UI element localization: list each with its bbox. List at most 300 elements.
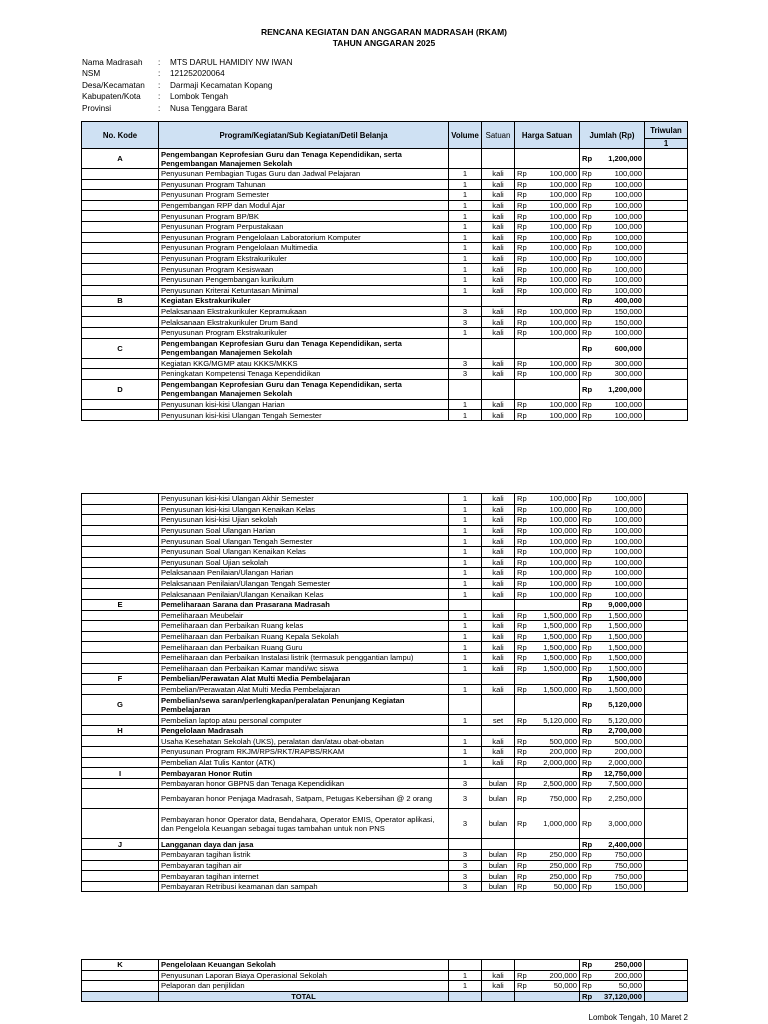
item-amount: 750,000 (596, 850, 645, 861)
rp-label: Rp (580, 695, 596, 715)
item-name: Pelaksanaan Ekstrakurikuler Kepramukaan (159, 306, 449, 317)
item-row (82, 736, 688, 747)
item-code (82, 369, 159, 380)
item-code (82, 970, 159, 981)
rp-label: Rp (580, 306, 596, 317)
item-price: 100,000 (531, 525, 580, 536)
item-amount: 1,500,000 (596, 610, 645, 621)
empty-cell (531, 960, 580, 971)
item-volume: 3 (449, 369, 482, 380)
item-row (82, 399, 688, 410)
triwulan-cell (645, 264, 688, 275)
item-unit: bulan (482, 778, 515, 789)
empty-cell (482, 674, 515, 685)
triwulan-cell (645, 504, 688, 515)
rp-label: Rp (515, 652, 531, 663)
item-unit: kali (482, 327, 515, 338)
item-amount: 500,000 (596, 736, 645, 747)
empty-cell (449, 296, 482, 307)
rp-label: Rp (515, 850, 531, 861)
item-code (82, 578, 159, 589)
empty-cell (515, 768, 531, 779)
rp-label: Rp (515, 243, 531, 254)
section-total: 12,750,000 (596, 768, 645, 779)
section-code: I (82, 768, 159, 779)
item-unit: set (482, 715, 515, 726)
triwulan-cell (645, 674, 688, 685)
item-unit: kali (482, 981, 515, 992)
item-unit: kali (482, 358, 515, 369)
item-unit: bulan (482, 860, 515, 871)
item-unit: kali (482, 243, 515, 254)
item-amount: 100,000 (596, 200, 645, 211)
rp-label: Rp (515, 515, 531, 526)
item-unit: kali (482, 536, 515, 547)
triwulan-cell (645, 642, 688, 653)
rp-label: Rp (580, 211, 596, 222)
empty-cell (515, 839, 531, 850)
triwulan-cell (645, 190, 688, 201)
rp-label: Rp (580, 839, 596, 850)
item-price: 50,000 (531, 981, 580, 992)
item-price: 100,000 (531, 589, 580, 600)
rp-label: Rp (515, 568, 531, 579)
empty-cell (449, 674, 482, 685)
item-unit: kali (482, 684, 515, 695)
item-row (82, 642, 688, 653)
section-name: Pengembangan Keprofesian Guru dan Tenaga Kependidikan, serta Pengembangan Manajemen Sekolah (159, 379, 449, 399)
rp-label: Rp (515, 981, 531, 992)
empty-cell (531, 149, 580, 169)
item-name: Pelaporan dan penjilidan (159, 981, 449, 992)
item-code (82, 358, 159, 369)
item-unit: kali (482, 736, 515, 747)
triwulan-cell (645, 338, 688, 358)
item-unit: kali (482, 504, 515, 515)
item-row (82, 169, 688, 180)
empty-cell (531, 725, 580, 736)
rp-label: Rp (515, 715, 531, 726)
rp-label: Rp (580, 253, 596, 264)
triwulan-cell (645, 850, 688, 861)
triwulan-cell (645, 358, 688, 369)
triwulan-cell (645, 253, 688, 264)
item-amount: 150,000 (596, 317, 645, 328)
item-amount: 200,000 (596, 747, 645, 758)
section-total: 1,200,000 (596, 379, 645, 399)
item-name: Penyusunan kisi-kisi Ulangan Tengah Semester (159, 410, 449, 421)
rp-label: Rp (515, 211, 531, 222)
item-volume: 1 (449, 568, 482, 579)
rp-label: Rp (515, 881, 531, 892)
rp-label: Rp (580, 599, 596, 610)
item-volume: 1 (449, 399, 482, 410)
rp-label: Rp (580, 264, 596, 275)
item-row (82, 546, 688, 557)
empty-cell (515, 296, 531, 307)
rp-label: Rp (580, 221, 596, 232)
school-info (82, 57, 293, 114)
item-name: Penyusunan Program Kesiswaan (159, 264, 449, 275)
item-code (82, 663, 159, 674)
rp-label: Rp (515, 736, 531, 747)
rp-label: Rp (580, 610, 596, 621)
triwulan-cell (645, 778, 688, 789)
item-amount: 100,000 (596, 264, 645, 275)
item-volume: 1 (449, 736, 482, 747)
triwulan-cell (645, 789, 688, 809)
item-row (82, 232, 688, 243)
item-volume: 1 (449, 621, 482, 632)
item-row (82, 970, 688, 981)
triwulan-cell (645, 589, 688, 600)
empty-cell (482, 768, 515, 779)
triwulan-cell (645, 881, 688, 892)
item-amount: 300,000 (596, 369, 645, 380)
item-amount: 100,000 (596, 504, 645, 515)
rp-label: Rp (515, 860, 531, 871)
item-name: Pemeliharaan dan Perbaikan Ruang kelas (159, 621, 449, 632)
item-price: 100,000 (531, 494, 580, 505)
item-row (82, 504, 688, 515)
item-unit: kali (482, 285, 515, 296)
rp-label: Rp (515, 494, 531, 505)
item-volume: 1 (449, 221, 482, 232)
item-volume: 1 (449, 253, 482, 264)
rp-label: Rp (515, 358, 531, 369)
total-empty (645, 991, 688, 1002)
item-name: Usaha Kesehatan Sekolah (UKS), peralatan dan/atau obat-obatan (159, 736, 449, 747)
item-volume: 1 (449, 264, 482, 275)
item-volume: 1 (449, 504, 482, 515)
item-code (82, 546, 159, 557)
section-row (82, 674, 688, 685)
triwulan-cell (645, 243, 688, 254)
item-code (82, 494, 159, 505)
item-amount: 2,000,000 (596, 757, 645, 768)
rp-label: Rp (580, 296, 596, 307)
item-row (82, 589, 688, 600)
rp-label: Rp (515, 504, 531, 515)
section-total: 1,500,000 (596, 674, 645, 685)
item-code (82, 200, 159, 211)
item-code (82, 504, 159, 515)
section-name: Pembelian/sewa saran/perlengkapan/peralatan Penunjang Kegiatan Pembelajaran (159, 695, 449, 715)
item-volume: 3 (449, 850, 482, 861)
item-amount: 100,000 (596, 274, 645, 285)
triwulan-cell (645, 970, 688, 981)
item-code (82, 589, 159, 600)
item-amount: 300,000 (596, 358, 645, 369)
item-volume: 1 (449, 274, 482, 285)
rp-label: Rp (580, 960, 596, 971)
empty-cell (531, 768, 580, 779)
item-row (82, 274, 688, 285)
info-row (82, 68, 293, 79)
item-price: 1,000,000 (531, 809, 580, 839)
header-triwulan: Triwulan (645, 122, 688, 139)
item-price: 100,000 (531, 327, 580, 338)
item-code (82, 631, 159, 642)
triwulan-cell (645, 809, 688, 839)
item-name: Pembayaran Retribusi keamanan dan sampah (159, 881, 449, 892)
item-row (82, 610, 688, 621)
header-program: Program/Kegiatan/Sub Kegiatan/Detil Belanja (159, 122, 449, 149)
item-price: 100,000 (531, 306, 580, 317)
item-price: 750,000 (531, 789, 580, 809)
item-volume: 1 (449, 536, 482, 547)
item-row (82, 860, 688, 871)
rp-label: Rp (515, 232, 531, 243)
triwulan-cell (645, 179, 688, 190)
item-row (82, 809, 688, 839)
item-unit: kali (482, 621, 515, 632)
item-volume: 1 (449, 546, 482, 557)
section-name: Pengelolaan Madrasah (159, 725, 449, 736)
rp-label: Rp (580, 285, 596, 296)
rp-label: Rp (580, 684, 596, 695)
empty-cell (482, 695, 515, 715)
total-label: TOTAL (159, 991, 449, 1002)
item-name: Penyusunan kisi-kisi Ulangan Harian (159, 399, 449, 410)
triwulan-cell (645, 684, 688, 695)
item-unit: kali (482, 410, 515, 421)
item-amount: 1,500,000 (596, 621, 645, 632)
item-name: Penyusunan Pembagian Tugas Guru dan Jadwal Pelajaran (159, 169, 449, 180)
item-name: Pelaksanaan Penilaian/Ulangan Harian (159, 568, 449, 579)
item-amount: 100,000 (596, 169, 645, 180)
item-row (82, 525, 688, 536)
empty-cell (515, 960, 531, 971)
item-code (82, 860, 159, 871)
rp-label: Rp (580, 169, 596, 180)
rp-label: Rp (580, 568, 596, 579)
rp-label: Rp (515, 621, 531, 632)
item-volume: 1 (449, 410, 482, 421)
empty-cell (531, 379, 580, 399)
triwulan-cell (645, 369, 688, 380)
rp-label: Rp (580, 642, 596, 653)
rp-label: Rp (515, 253, 531, 264)
total-empty (449, 991, 482, 1002)
triwulan-cell (645, 232, 688, 243)
item-unit: bulan (482, 850, 515, 861)
rp-label: Rp (515, 663, 531, 674)
item-name: Penyusunan Program RKJM/RPS/RKT/RAPBS/RKAM (159, 747, 449, 758)
section-code: J (82, 839, 159, 850)
item-amount: 100,000 (596, 179, 645, 190)
item-name: Penyusunan Program Ekstrakurikuler (159, 253, 449, 264)
item-code (82, 327, 159, 338)
empty-cell (531, 296, 580, 307)
triwulan-cell (645, 296, 688, 307)
doc-title: RENCANA KEGIATAN DAN ANGGARAN MADRASAH (RKAM) (260, 27, 507, 37)
triwulan-cell (645, 379, 688, 399)
item-row (82, 369, 688, 380)
rp-label: Rp (580, 190, 596, 201)
item-volume: 1 (449, 652, 482, 663)
item-code (82, 243, 159, 254)
section-total: 1,200,000 (596, 149, 645, 169)
section-code: F (82, 674, 159, 685)
item-volume: 3 (449, 809, 482, 839)
item-unit: kali (482, 200, 515, 211)
rp-label: Rp (580, 557, 596, 568)
rp-label: Rp (515, 306, 531, 317)
rp-label: Rp (515, 778, 531, 789)
item-unit: kali (482, 631, 515, 642)
rp-label: Rp (580, 536, 596, 547)
section-row (82, 149, 688, 169)
triwulan-cell (645, 221, 688, 232)
info-row (82, 80, 293, 91)
header-harga: Harga Satuan (515, 122, 580, 149)
item-price: 100,000 (531, 211, 580, 222)
item-unit: kali (482, 663, 515, 674)
item-code (82, 684, 159, 695)
triwulan-cell (645, 494, 688, 505)
item-row (82, 494, 688, 505)
item-name: Penyusunan Soal Ulangan Tengah Semester (159, 536, 449, 547)
empty-cell (449, 338, 482, 358)
item-unit: kali (482, 757, 515, 768)
rp-label: Rp (580, 399, 596, 410)
section-name: Pembayaran Honor Rutin (159, 768, 449, 779)
rp-label: Rp (515, 747, 531, 758)
info-value: 121252020064 (170, 69, 225, 79)
info-colon: : (158, 92, 161, 102)
rp-label: Rp (580, 200, 596, 211)
item-price: 100,000 (531, 285, 580, 296)
item-amount: 100,000 (596, 515, 645, 526)
item-amount: 150,000 (596, 881, 645, 892)
item-name: Pembayaran honor Penjaga Madrasah, Satpam, Petugas Kebersihan @ 2 orang (159, 789, 449, 809)
info-row (82, 57, 293, 68)
empty-cell (449, 725, 482, 736)
info-colon: : (158, 103, 161, 113)
item-amount: 100,000 (596, 232, 645, 243)
item-volume: 1 (449, 981, 482, 992)
triwulan-cell (645, 327, 688, 338)
rp-label: Rp (515, 285, 531, 296)
item-row (82, 410, 688, 421)
rp-label: Rp (580, 494, 596, 505)
section-row (82, 296, 688, 307)
item-volume: 1 (449, 232, 482, 243)
triwulan-cell (645, 285, 688, 296)
triwulan-cell (645, 557, 688, 568)
doc-subtitle: TAHUN ANGGARAN 2025 (332, 38, 436, 48)
section-total: 400,000 (596, 296, 645, 307)
item-amount: 3,000,000 (596, 809, 645, 839)
rp-label: Rp (580, 149, 596, 169)
info-value: Lombok Tengah (170, 92, 229, 102)
item-name: Pemeliharaan dan Perbaikan Ruang Kepala Sekolah (159, 631, 449, 642)
triwulan-cell (645, 736, 688, 747)
item-row (82, 850, 688, 861)
triwulan-cell (645, 306, 688, 317)
item-unit: kali (482, 970, 515, 981)
rp-label: Rp (515, 525, 531, 536)
item-name: Penyusunan Soal Ulangan Kenaikan Kelas (159, 546, 449, 557)
rp-label: Rp (580, 871, 596, 882)
section-row (82, 379, 688, 399)
rp-label: Rp (580, 369, 596, 380)
section-row (82, 960, 688, 971)
item-row (82, 306, 688, 317)
triwulan-cell (645, 960, 688, 971)
item-price: 2,000,000 (531, 757, 580, 768)
item-price: 100,000 (531, 399, 580, 410)
total-empty (515, 991, 531, 1002)
section-code: A (82, 149, 159, 169)
triwulan-cell (645, 599, 688, 610)
item-amount: 100,000 (596, 285, 645, 296)
item-code (82, 399, 159, 410)
rp-label: Rp (515, 200, 531, 211)
item-unit: kali (482, 190, 515, 201)
section-row (82, 725, 688, 736)
item-amount: 200,000 (596, 970, 645, 981)
info-colon: : (158, 69, 161, 79)
item-code (82, 306, 159, 317)
rp-label: Rp (580, 327, 596, 338)
section-name: Langganan daya dan jasa (159, 839, 449, 850)
rp-label: Rp (580, 850, 596, 861)
item-amount: 1,500,000 (596, 631, 645, 642)
item-volume: 1 (449, 610, 482, 621)
rp-label: Rp (580, 621, 596, 632)
section-name: Pembelian/Perawatan Alat Multi Media Pembelajaran (159, 674, 449, 685)
empty-cell (515, 695, 531, 715)
rp-label: Rp (580, 631, 596, 642)
item-code (82, 789, 159, 809)
rp-label: Rp (515, 317, 531, 328)
info-row (82, 103, 293, 114)
info-value: Nusa Tenggara Barat (170, 103, 248, 113)
triwulan-cell (645, 525, 688, 536)
item-volume: 1 (449, 285, 482, 296)
rp-label: Rp (580, 338, 596, 358)
item-price: 100,000 (531, 232, 580, 243)
item-name: Pemeliharaan Meubelair (159, 610, 449, 621)
header-volume: Volume (449, 122, 482, 149)
item-name: Penyusunan Laporan Biaya Operasional Sekolah (159, 970, 449, 981)
triwulan-cell (645, 568, 688, 579)
rp-label: Rp (515, 631, 531, 642)
info-row (82, 91, 293, 102)
empty-cell (449, 379, 482, 399)
item-price: 100,000 (531, 190, 580, 201)
item-name: Pembelian Alat Tulis Kantor (ATK) (159, 757, 449, 768)
item-amount: 100,000 (596, 525, 645, 536)
item-amount: 100,000 (596, 253, 645, 264)
item-price: 1,500,000 (531, 652, 580, 663)
item-unit: kali (482, 546, 515, 557)
item-row (82, 684, 688, 695)
rp-label: Rp (580, 768, 596, 779)
rp-label: Rp (515, 327, 531, 338)
triwulan-cell (645, 410, 688, 421)
section-row (82, 338, 688, 358)
section-code: E (82, 599, 159, 610)
item-volume: 1 (449, 747, 482, 758)
triwulan-cell (645, 211, 688, 222)
item-row (82, 211, 688, 222)
item-row (82, 179, 688, 190)
triwulan-cell (645, 546, 688, 557)
item-code (82, 778, 159, 789)
